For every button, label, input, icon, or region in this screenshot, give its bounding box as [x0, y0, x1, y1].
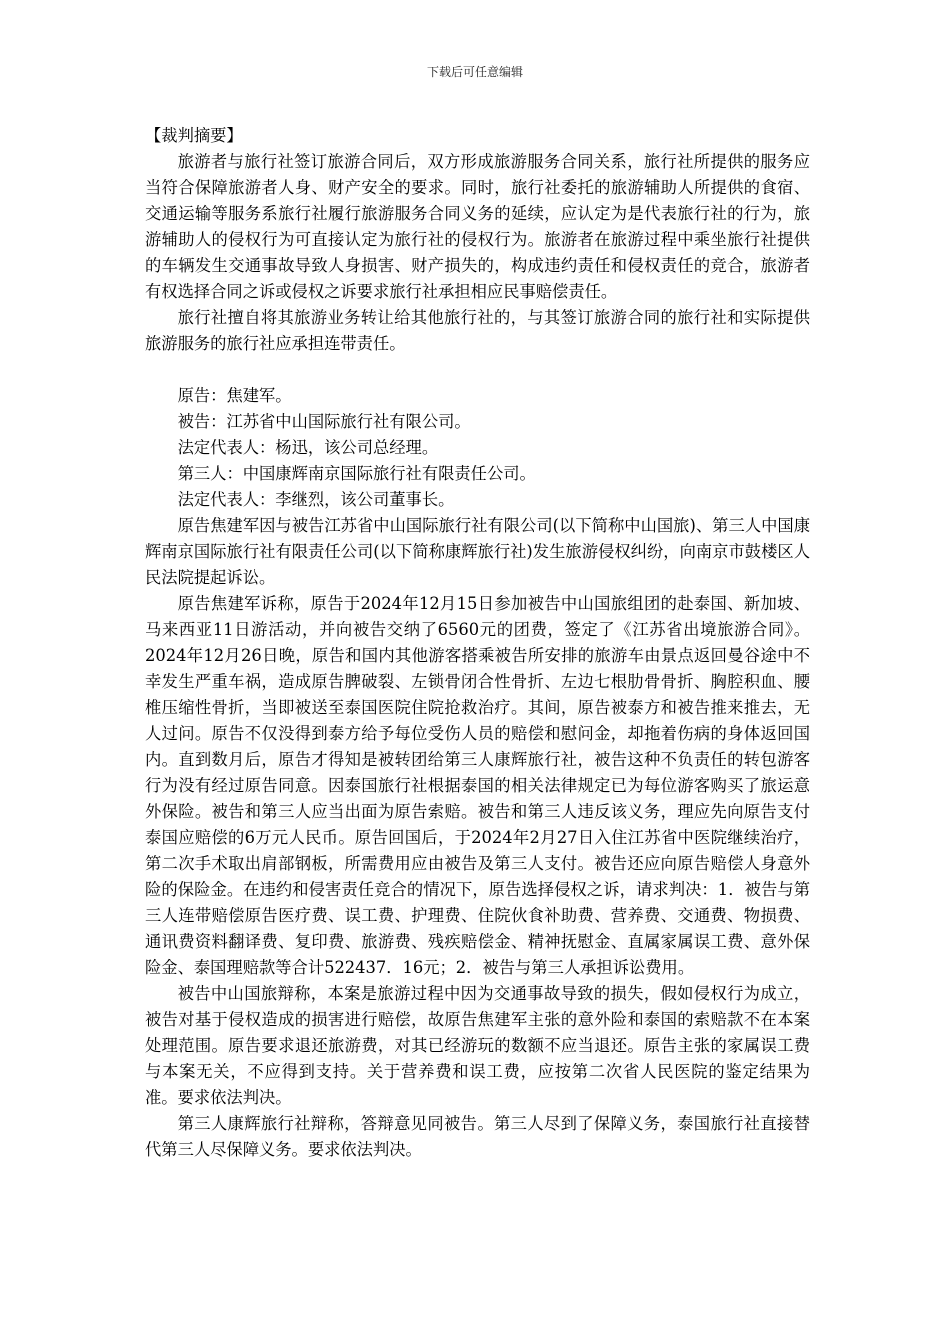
page-header-note: 下载后可任意编辑	[426, 65, 523, 79]
party-plaintiff: 原告：焦建军。	[177, 386, 292, 405]
party-defendant-representative: 法定代表人：杨迅，该公司总经理。	[177, 438, 439, 457]
summary-paragraph: 旅游者与旅行社签订旅游合同后，双方形成旅游服务合同关系，旅行社所提供的服务应当符合保障旅游者人身、财产安全的要求。同时，旅行社委托的旅游辅助人所提供的食宿、交通运输等服务系旅行社履行旅游服务合同义务的延续，应认定为是代表旅行社的行为，旅游辅助人的侵权行为可直接认定为旅行社的侵权行为。旅游者在旅游过程中乘坐旅行社提供的车辆发生交通事故导致人身损害、财产损失的，构成违约责任和侵权责任的竞合，旅游者有权选择合同之诉或侵权之诉要求旅行社承担相应民事赔偿责任。	[145, 152, 810, 301]
body-paragraph: 原告焦建军诉称，原告于2024年12月15日参加被告中山国旅组团的赴泰国、新加坡、马来西亚11日游活动，并向被告交纳了6560元的团费，签定了《江苏省出境旅游合同》。2024年12月26日晚，原告和国内其他游客搭乘被告所安排的旅游车由景点返回曼谷途中不幸发生严重车祸，造成原告脾破裂、左锁骨闭合性骨折、左边七根肋骨骨折、胸腔积血、腰椎压缩性骨折，当即被送至泰国医院住院抢救治疗。其间，原告被泰方和被告推来推去，无人过问。原告不仅没得到泰方给予每位受伤人员的赔偿和慰问金，却拖着伤病的身体返回国内。直到数月后，原告才得知是被转团给第三人康辉旅行社，被告这种不负责任的转包游客行为没有经过原告同意。因泰国旅行社根据泰国的相关法律规定已为每位游客购买了旅运意外保险。被告和第三人应当出面为原告索赔。被告和第三人违反该义务，理应先向原告支付泰国应赔偿的6万元人民币。原告回国后，于2024年2月27日入住江苏省中医院继续治疗，第二次手术取出肩部钢板，所需费用应由被告及第三人支付。被告还应向原告赔偿人身意外险的保险金。在违约和侵害责任竞合的情况下，原告选择侵权之诉，请求判决：1．被告与第三人连带赔偿原告医疗费、误工费、护理费、住院伙食补助费、营养费、交通费、物损费、通讯费资料翻译费、复印费、旅游费、残疾赔偿金、精神抚慰金、直属家属误工费、意外保险金、泰国理赔款等合计522437．16元；2．被告与第三人承担诉讼费用。	[145, 594, 810, 977]
party-defendant: 被告：江苏省中山国际旅行社有限公司。	[177, 412, 471, 431]
paragraph-spacer	[145, 357, 810, 383]
body-paragraph: 第三人康辉旅行社辩称，答辩意见同被告。第三人尽到了保障义务，泰国旅行社直接替代第三人尽保障义务。要求依法判决。	[145, 1114, 810, 1159]
body-paragraph: 被告中山国旅辩称，本案是旅游过程中因为交通事故导致的损失，假如侵权行为成立，被告对基于侵权造成的损害进行赔偿，故原告焦建军主张的意外险和泰国的索赔款不在本案处理范围。原告要求退还旅游费，对其已经游玩的数额不应当退还。原告主张的家属误工费与本案无关，不应得到支持。关于营养费和误工费，应按第二次省人民医院的鉴定结果为准。要求依法判决。	[145, 984, 810, 1107]
document-body	[145, 123, 810, 1163]
body-paragraph: 原告焦建军因与被告江苏省中山国际旅行社有限公司(以下简称中山国旅)、第三人中国康辉南京国际旅行社有限责任公司(以下简称康辉旅行社)发生旅游侵权纠纷，向南京市鼓楼区人民法院提起诉讼。	[145, 516, 810, 587]
party-third-party: 第三人：中国康辉南京国际旅行社有限责任公司。	[177, 464, 536, 483]
section-title: 【裁判摘要】	[145, 126, 243, 145]
summary-paragraph: 旅行社擅自将其旅游业务转让给其他旅行社的，与其签订旅游合同的旅行社和实际提供旅游服务的旅行社应承担连带责任。	[145, 308, 810, 353]
party-third-party-representative: 法定代表人：李继烈，该公司董事长。	[177, 490, 455, 509]
